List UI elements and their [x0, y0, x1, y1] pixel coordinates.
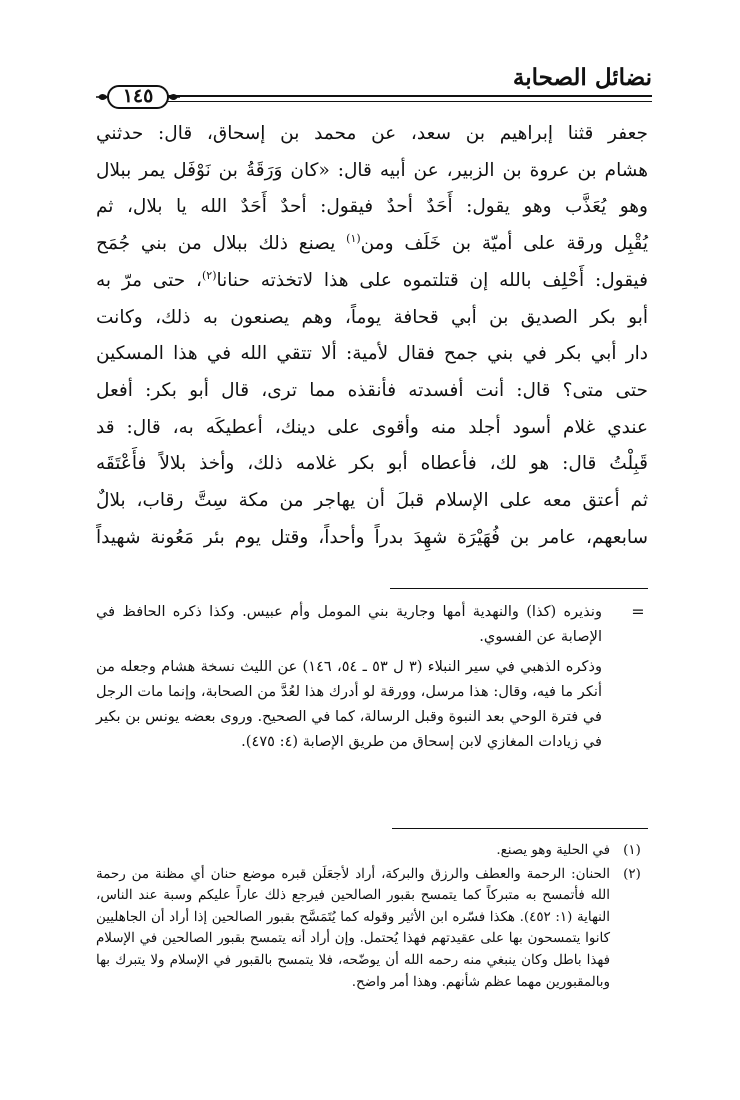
page-number: ١٤٥ — [122, 85, 154, 107]
text-line: ثم أعتق معه على الإسلام قبلَ أن يهاجر من مكة سِتَّ رقاب، بلالٌ — [96, 490, 648, 512]
footnote-text: في الحلية وهو يصنع. — [496, 843, 610, 858]
text-segment: فيقول: أَحْلِف بالله إن قتلتموه على هذا لاتخذته حنانا — [216, 269, 648, 291]
footnote-number: (١) — [623, 843, 641, 858]
header-rule — [166, 95, 652, 102]
text-line: سابعهم، عامر بن فُهَيْرَة شهِدَ بدراً وأحداً، وقتل يوم بئر مَعُونة شهيداً — [96, 526, 648, 548]
text-segment: يُقْبِل ورقة على أميّة بن خَلَف ومن — [360, 233, 648, 255]
book-title: نضائل الصحابة — [512, 64, 652, 91]
separator-rule — [390, 588, 648, 589]
text-line: عندي غلام أسود أجلد منه وأقوى على دينك، أعطيكَه به، قال: قد — [96, 416, 648, 438]
page-number-badge — [96, 83, 180, 111]
footnote — [96, 864, 648, 994]
continuation-mark: = — [631, 602, 645, 621]
footnote-rule — [392, 828, 648, 829]
text-line: حتى متى؟ قال: أنت أفسدته فأنقذه مما ترى، قال أبو بكر: أفعل — [96, 379, 648, 401]
text-line: دار أبي بكر في بني جمح فقال لأمية: ألا تتقي الله في هذا المسكين — [96, 343, 648, 365]
footnote-ref: (١) — [346, 231, 361, 245]
text-line — [96, 263, 648, 300]
footnotes — [96, 840, 648, 995]
text-line: هشام بن عروة بن الزبير، عن أبيه قال: «كان وَرَقَةُ بن نَوْفَل يمر ببلال — [96, 159, 648, 181]
text-line: أبو بكر الصديق بن أبي قحافة يوماً، وهم يصنعون به ذلك، وكانت — [96, 306, 648, 328]
continuation-notes — [96, 600, 648, 760]
main-text — [96, 116, 648, 556]
note-paragraph: ونذيره (كذا) والنهدية أمها وجارية بني المومل وأم عبيس. وكذا ذكره الحافظ في الإصابة عن الفسوي. — [96, 603, 602, 645]
text-line: وهو يُعَذَّب وهو يقول: أَحَدٌ أحدٌ فيقول: أحدٌ أَحَدٌ الله يا بلال، ثم — [96, 196, 648, 218]
footnote-number: (٢) — [623, 866, 641, 882]
note-paragraph: وذكره الذهبي في سير النبلاء (٣ ل ٥٣ ـ ٥٤، ١٤٦) عن الليث نسخة هشام وجعله من أنكر ما فيه، وقال: هذا مرسل، وورقة لو أدرك هذا لعُدَّ من الصحابة، وإنما مات الرجل في فترة الوحي بعد النبوة وقبل الرسالة، كما في الصحيح. وروى بعضه يونس بن بكير في زيادات المغازي لابن إسحاق من طريق الإصابة (٤: ٤٧٥). — [96, 658, 602, 750]
text-line — [96, 226, 648, 263]
text-segment: ، حتى مرّ به — [96, 269, 202, 291]
footnote-ref: (٢) — [201, 268, 217, 282]
footnote-text: الحنان: الرحمة والعطف والرزق والبركة، أراد لأجعَلَن قبره موضع حنان أي مظنة من رحمة الله فأتمسح به متبركاً كما يتمسح بقبور الصالحين فيرجع ذلك عاراً عليكم وسبة عند الناس، النهاية (١: ٤٥٢). هكذا فسّره ابن الأثير وقوله كما يُتَمَسَّح بقبور الصالحين إذا أراد أن الجاهليين كانوا يتمسحون بها على عقيدتهم فهذا يُحتمل. وإن أراد أنه يتمسح بقبور الصالحين في الإسلام فهذا باطل وكان ينبغي منه رحمه الله أن يوضّحه، فلا يتمسح بالقبور في الإسلام ولا يتبرك بها وبالمقبورين مهما عظم شأنهم. وهذا أمر واضح. — [96, 866, 610, 990]
footnote — [96, 840, 648, 862]
text-line: جعفر قثنا إبراهيم بن سعد، عن محمد بن إسحاق، قال: حدثني — [96, 123, 648, 144]
text-segment: يصنع ذلك ببلال من بني جُمَح — [96, 233, 336, 255]
text-line: قَبِلْتُ قال: هو لك، فأعطاه أبو بكر غلامه ذلك، وأخذ بلالاً فأَعْتَقَه — [96, 453, 648, 475]
page-header — [96, 62, 652, 107]
